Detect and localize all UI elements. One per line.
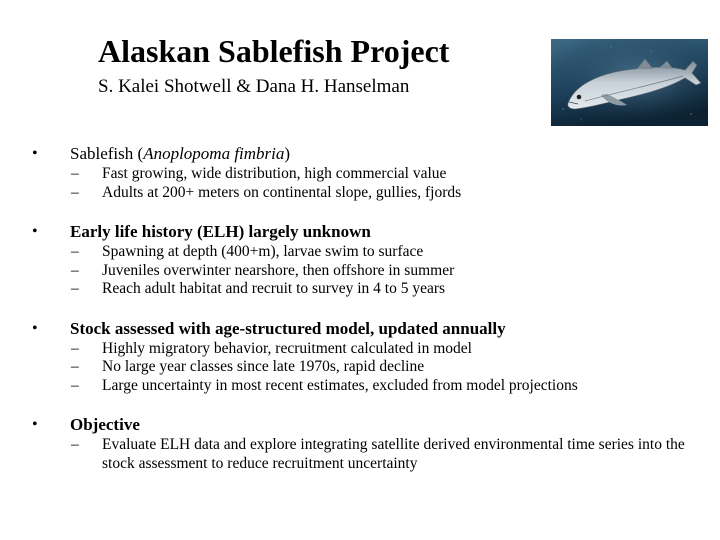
dash: – [71, 280, 79, 297]
bullet-list [30, 143, 710, 473]
sub-item [70, 340, 710, 359]
sub-item [70, 358, 710, 377]
dash: – [71, 358, 79, 375]
bullet-stock-assessment [30, 318, 710, 396]
bullet-sablefish [30, 143, 710, 202]
dash: – [71, 436, 79, 453]
sub-item [70, 262, 710, 281]
sub-item [70, 377, 710, 396]
sub-item-text: Reach adult habitat and recruit to survey in 4 to 5 years [102, 280, 446, 297]
sub-item-text: Highly migratory behavior, recruitment calculated in model [102, 339, 472, 357]
bullet-dot: • [32, 319, 38, 337]
species-name: Anoplopoma fimbria [143, 144, 285, 163]
dash: – [71, 261, 79, 279]
bullet-heading [70, 143, 710, 165]
sub-item [70, 243, 710, 262]
dash: – [71, 339, 79, 357]
dash: – [71, 183, 79, 201]
heading-close: ) [284, 144, 291, 163]
bullet-early-life-history [30, 221, 710, 299]
bullet-dot: • [32, 145, 38, 162]
dash: – [71, 376, 79, 394]
slide-authors: S. Kalei Shotwell & Dana H. Hanselman [98, 76, 410, 97]
bullet-heading: Stock assessed with age-structured model, updated annually [70, 318, 506, 338]
sub-item-text: Spawning at depth (400+m), larvae swim to surface [102, 243, 424, 260]
sub-item [70, 184, 710, 203]
dash: – [71, 165, 79, 182]
sub-item-text: Fast growing, wide distribution, high commercial value [102, 165, 447, 182]
sub-item-text: Juveniles overwinter nearshore, then offshore in summer [102, 261, 455, 279]
bullet-dot: • [32, 223, 38, 240]
sub-item [70, 165, 710, 184]
bullet-objective [30, 414, 710, 473]
heading-text: Sablefish ( [70, 144, 144, 163]
sub-item [70, 436, 712, 473]
dash: – [71, 243, 79, 260]
sub-item-text: No large year classes since late 1970s, rapid decline [102, 358, 425, 375]
sub-list [70, 165, 710, 202]
sub-item-text: Adults at 200+ meters on continental slope, gullies, fjords [102, 183, 462, 201]
bullet-heading: Objective [70, 415, 140, 434]
sub-item [70, 280, 710, 299]
sub-list [70, 436, 710, 473]
sub-list [70, 340, 710, 396]
slide-title: Alaskan Sablefish Project [98, 33, 450, 69]
sub-item-text: Large uncertainty in most recent estimates, excluded from model projections [102, 376, 578, 394]
sablefish-photo [551, 39, 708, 126]
bullet-heading: Early life history (ELH) largely unknown [70, 222, 371, 241]
sablefish-photo-icon [551, 39, 708, 126]
sub-list [70, 243, 710, 299]
sub-item-text: Evaluate ELH data and explore integrating satellite derived environmental time series into the stock assessment to reduce recruitment uncertainty [102, 436, 685, 472]
bullet-dot: • [32, 416, 38, 433]
